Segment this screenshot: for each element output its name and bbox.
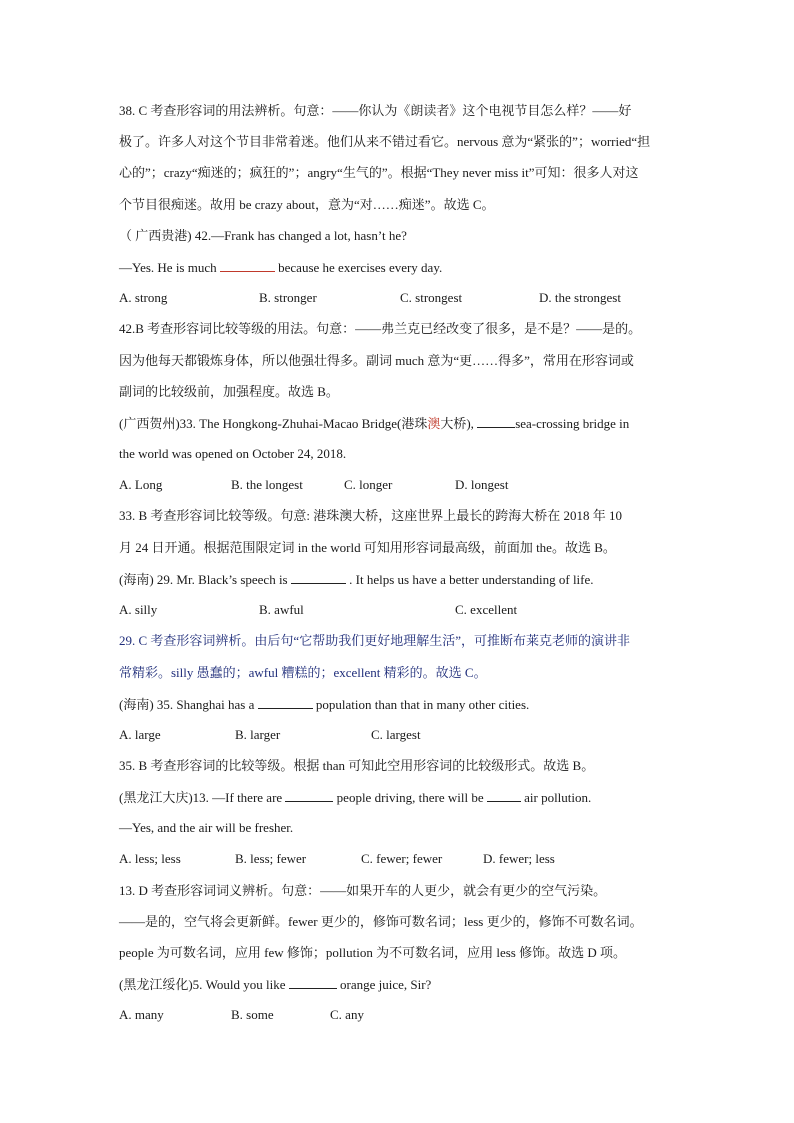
answer-13-line-3: people 为可数名词，应用 few 修饰；pollution 为不可数名词，应用 less 修饰。故选 D 项。 xyxy=(119,945,626,960)
option-c: C. fewer; fewer xyxy=(361,851,443,866)
q13-text-b: people driving, there will be xyxy=(333,790,487,805)
option-b: B. stronger xyxy=(259,290,317,305)
q35-blank xyxy=(258,696,313,709)
question-13-stem xyxy=(119,789,679,806)
answer-38-line-1: 38. C 考查形容词的用法辨析。句意：——你认为《朗读者》这个电视节目怎么样？——好 xyxy=(119,103,632,118)
option-b: B. awful xyxy=(259,602,304,617)
option-b: B. the longest xyxy=(231,477,303,492)
q5-blank xyxy=(289,976,337,989)
answer-42-line-2: 因为他每天都锻炼身体，所以他强壮得多。副词 much 意为“更……得多”，常用在形容词或 xyxy=(119,353,634,368)
q13-blank-1 xyxy=(285,789,333,802)
question-42-dialogue xyxy=(119,259,679,276)
q33-text-d: sea-crossing bridge in xyxy=(515,416,630,431)
q35-text-a: (海南) 35. Shanghai has a xyxy=(119,697,258,712)
answer-29-line-1: 29. C 考查形容词辨析。由后句“它帮助我们更好地理解生活”，可推断布莱克老师的演讲非 xyxy=(119,633,630,648)
answer-35-line: 35. B 考查形容词的比较等级。根据 than 可知此空用形容词的比较级形式。故选 B。 xyxy=(119,758,595,773)
option-c: C. any xyxy=(330,1007,364,1022)
q42-text-b: because he exercises every day. xyxy=(274,260,443,275)
option-a: A. less; less xyxy=(119,851,181,866)
question-29-stem xyxy=(119,571,679,588)
q29-text-a: (海南) 29. Mr. Black’s speech is xyxy=(119,572,291,587)
answer-29-line-2: 常精彩。silly 愚蠢的；awful 糟糕的；excellent 精彩的。故选 C。 xyxy=(119,665,487,680)
q42-blank xyxy=(220,259,275,272)
option-a: A. strong xyxy=(119,290,168,305)
option-a: A. Long xyxy=(119,477,163,492)
q33-highlight-char: 澳 xyxy=(427,416,441,431)
option-c: C. longer xyxy=(344,477,393,492)
q13-text-c: air pollution. xyxy=(520,790,592,805)
option-b: B. larger xyxy=(235,727,281,742)
option-a: A. many xyxy=(119,1007,164,1022)
answer-38-line-3: 心的”；crazy“痴迷的；疯狂的”；angry“生气的”。根据“They never miss it”可知：很多人对这 xyxy=(119,165,639,180)
answer-38-line-2: 极了。许多人对这个节目非常着迷。他们从来不错过看它。nervous 意为“紧张的”；worried“担 xyxy=(119,134,651,149)
question-33-stem-cont: the world was opened on October 24, 2018. xyxy=(119,446,347,461)
option-d: D. fewer; less xyxy=(483,851,555,866)
question-5-stem xyxy=(119,976,679,993)
question-13-dialogue: —Yes, and the air will be fresher. xyxy=(119,820,294,835)
option-a: A. large xyxy=(119,727,161,742)
q29-text-b: . It helps us have a better understanding of life. xyxy=(345,572,594,587)
option-c: C. strongest xyxy=(400,290,463,305)
option-b: B. some xyxy=(231,1007,274,1022)
option-c: C. excellent xyxy=(455,602,518,617)
q33-text-c: 大桥), xyxy=(440,416,478,431)
option-a: A. silly xyxy=(119,602,158,617)
q33-text-a: (广西贺州)33. The Hongkong-Zhuhai-Macao Bridge(港珠 xyxy=(119,416,428,431)
answer-33-line-1: 33. B 考查形容词比较等级。句意: 港珠澳大桥，这座世界上最长的跨海大桥在 2018 年 10 xyxy=(119,508,623,523)
q42-text-a: —Yes. He is much xyxy=(119,260,220,275)
q13-text-a: (黑龙江大庆)13. —If there are xyxy=(119,790,286,805)
option-d: D. the strongest xyxy=(539,290,621,305)
answer-38-line-4: 个节目很痴迷。故用 be crazy about，意为“对……痴迷”。故选 C。 xyxy=(119,197,495,212)
answer-42-line-3: 副词的比较级前，加强程度。故选 B。 xyxy=(119,384,339,399)
q5-text-a: (黑龙江绥化)5. Would you like xyxy=(119,977,289,992)
q33-blank xyxy=(477,415,515,428)
answer-13-line-1: 13. D 考查形容词词义辨析。句意：——如果开车的人更少，就会有更少的空气污染。 xyxy=(119,883,607,898)
option-c: C. largest xyxy=(371,727,421,742)
answer-13-line-2: ——是的，空气将会更新鲜。fewer 更少的，修饰可数名词；less 更少的，修饰不可数名词。 xyxy=(119,914,643,929)
q35-text-b: population than that in many other cities. xyxy=(312,697,530,712)
question-35-stem xyxy=(119,696,679,713)
answer-33-line-2: 月 24 日开通。根据范围限定词 in the world 可知用形容词最高级，前面加 the。故选 B。 xyxy=(119,540,616,555)
question-42-stem: （ 广西贵港) 42.—Frank has changed a lot, hasn’t he? xyxy=(119,228,407,243)
question-33-stem xyxy=(119,415,679,432)
answer-42-line-1: 42.B 考查形容词比较等级的用法。句意：——弗兰克已经改变了很多，是不是？——是的。 xyxy=(119,321,642,336)
q13-blank-2 xyxy=(487,789,521,802)
q29-blank xyxy=(291,571,346,584)
q5-text-b: orange juice, Sir? xyxy=(336,977,432,992)
option-b: B. less; fewer xyxy=(235,851,307,866)
option-d: D. longest xyxy=(455,477,509,492)
